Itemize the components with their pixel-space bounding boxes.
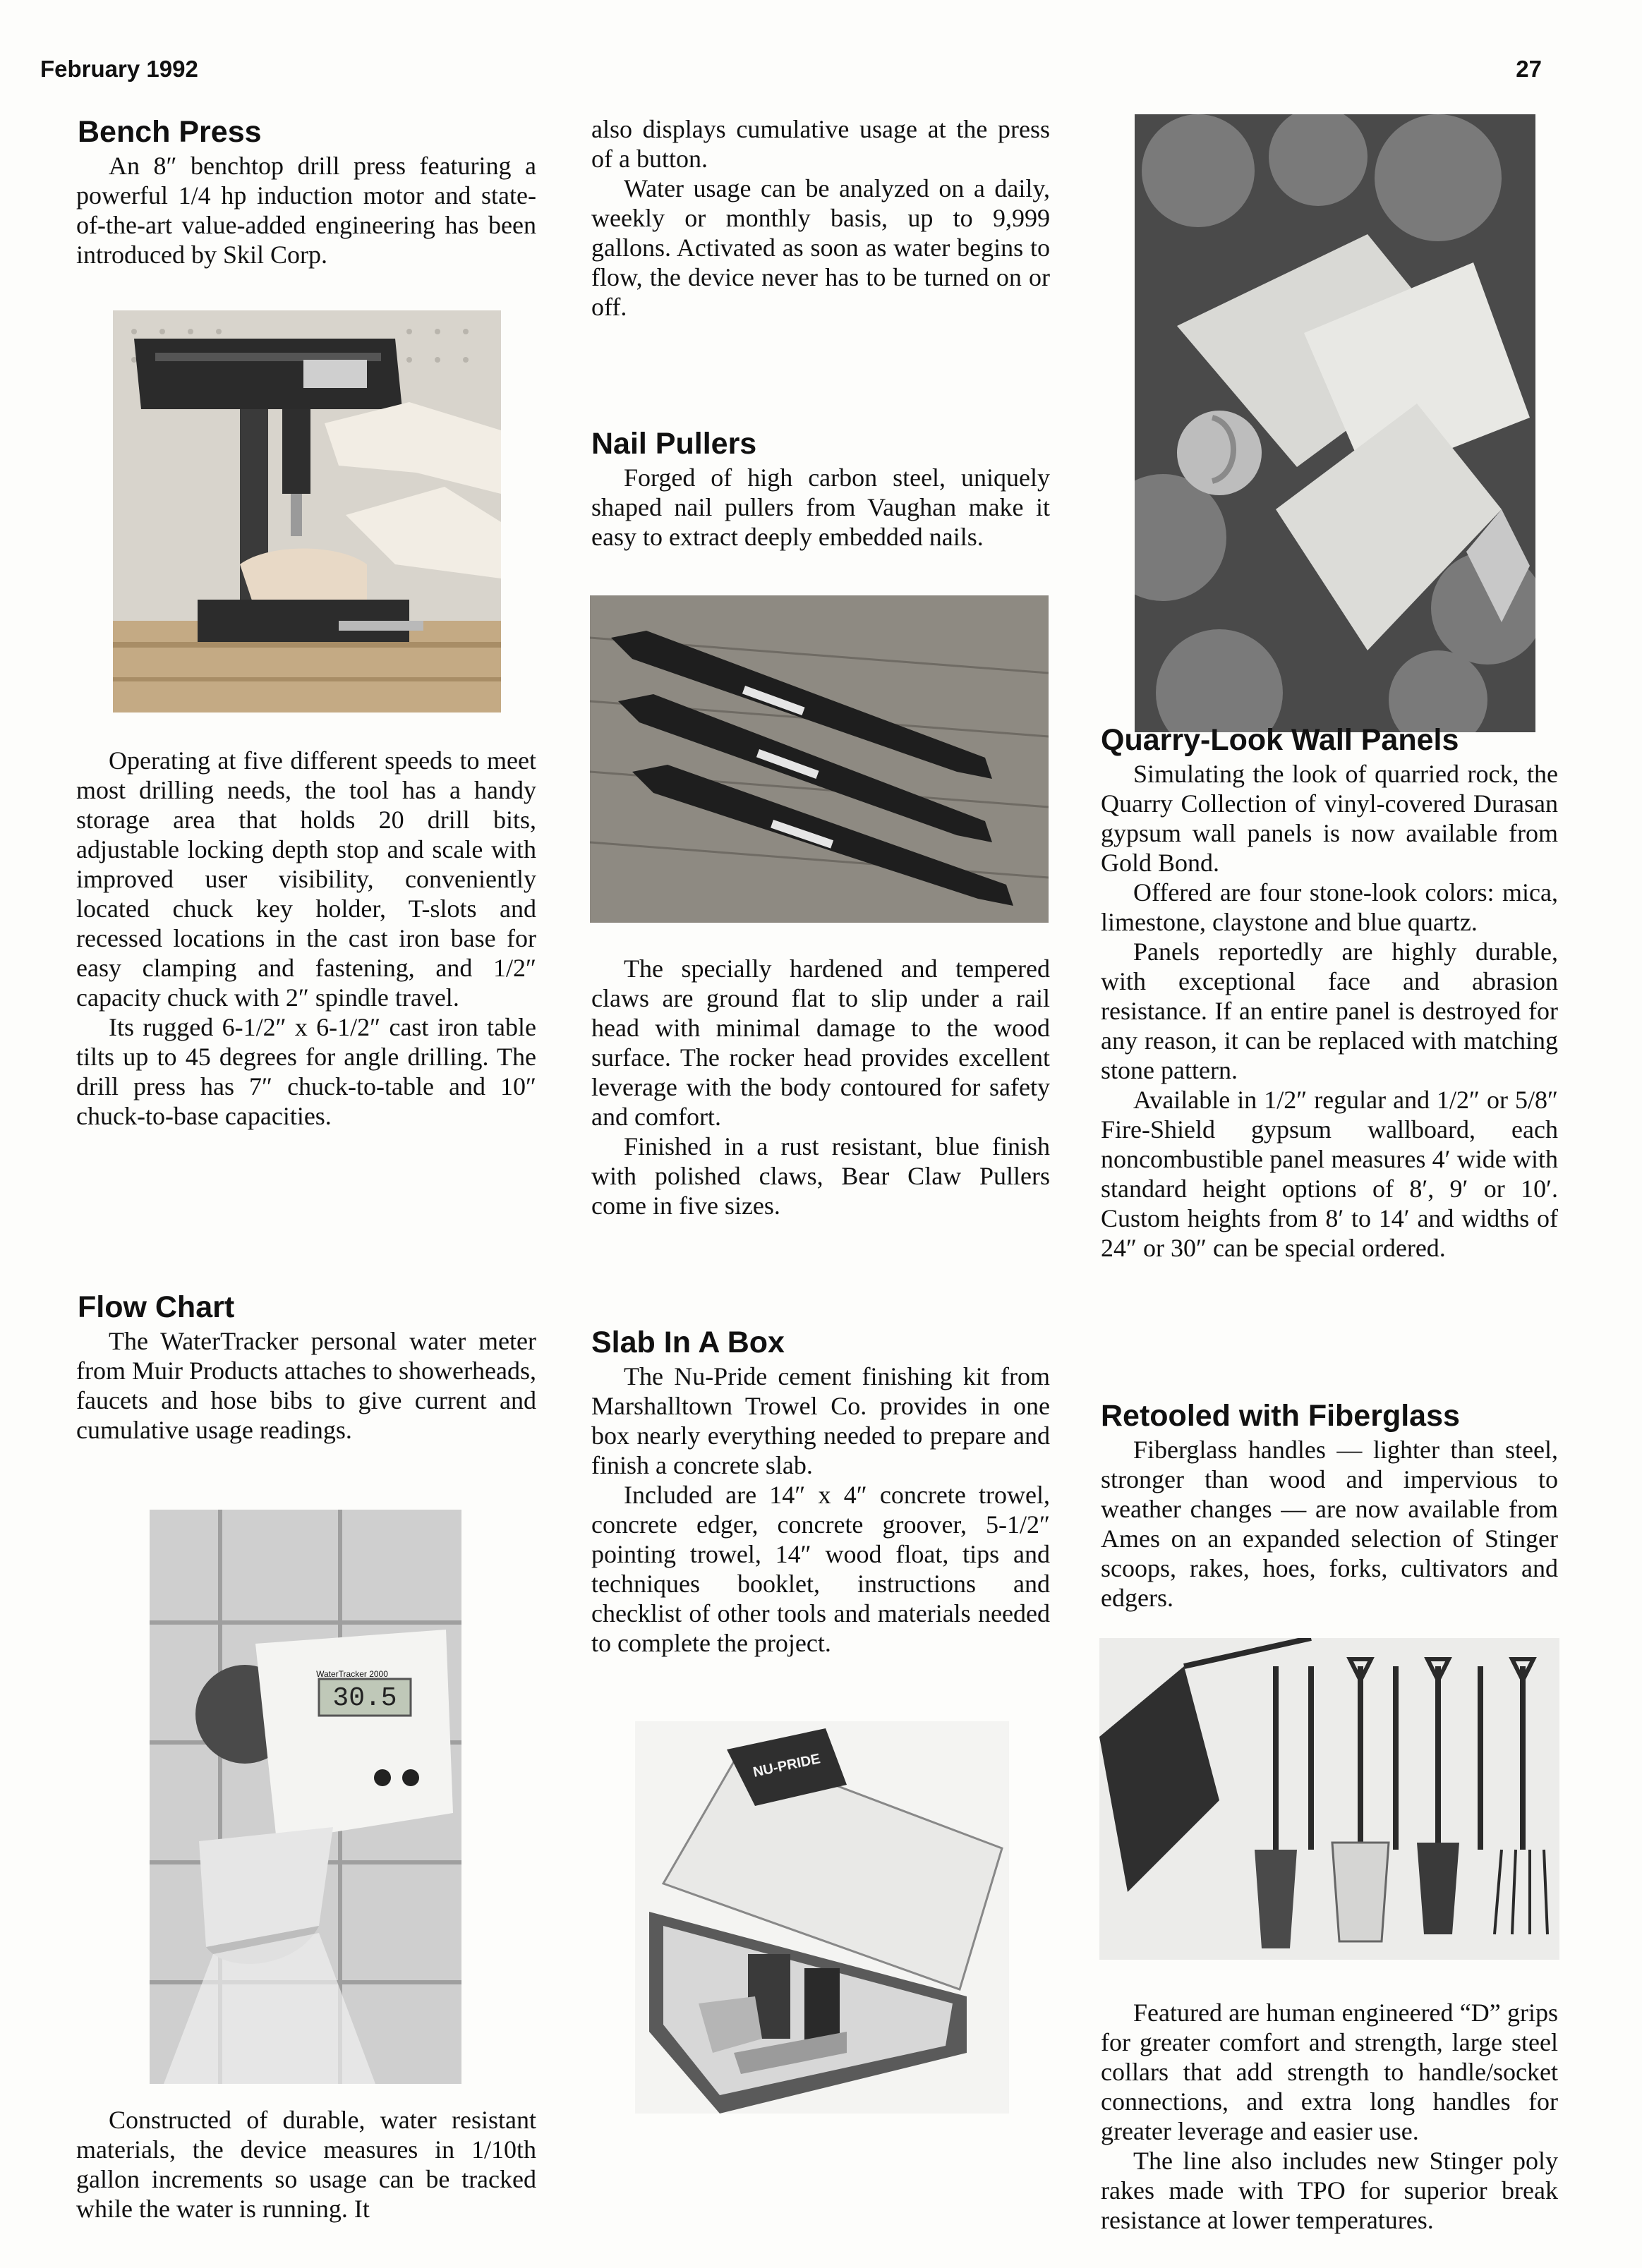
bench-press-details bbox=[76, 746, 536, 1131]
page-number: 27 bbox=[1516, 56, 1542, 82]
slab-in-a-box-heading: Slab In A Box bbox=[591, 1326, 785, 1359]
cement-kit-photo bbox=[635, 1721, 1009, 2114]
issue-date: February 1992 bbox=[40, 56, 198, 82]
bench-press-heading: Bench Press bbox=[78, 115, 262, 149]
quarry-look-para-1: Simulating the look of quarried rock, the Quarry Collection of vinyl-covered Durasan gypsum wall panels is now available from Gold Bond. bbox=[1101, 760, 1558, 877]
nail-pullers-photo bbox=[590, 595, 1049, 923]
bench-press-para-1: An 8″ benchtop drill press featuring a powerful 1/4 hp induction motor and state-of-the-art value-added engineering has been introduced by Skil Corp. bbox=[76, 152, 536, 269]
flow-chart-cont-para-1: also displays cumulative usage at the press of a button. bbox=[591, 115, 1050, 173]
nail-pullers-para-3: Finished in a rust resistant, blue finish with polished claws, Bear Claw Pullers come in five sizes. bbox=[591, 1132, 1050, 1220]
quarry-look-para-4: Available in 1/2″ regular and 1/2″ or 5/8″ Fire-Shield gypsum wallboard, each noncombustible panel measures 4′ wide with standard height options of 8′, 9′ or 10′. Custom heights from 8′ to 14′ and widths of 24″ or 30″ can be special ordered. bbox=[1101, 1086, 1558, 1262]
slab-in-a-box-para-2: Included are 14″ x 4″ concrete trowel, concrete edger, concrete groover, 5-1/2″ pointing trowel, 14″ wood float, tips and techniques booklet, instructions and checklist of other tools and materials needed to complete the project. bbox=[591, 1481, 1050, 1657]
nail-pullers-heading: Nail Pullers bbox=[591, 427, 757, 461]
meter-brand-label: WaterTracker 2000 bbox=[316, 1669, 388, 1679]
kit-brand-label: NU-PRIDE bbox=[751, 1751, 822, 1781]
flow-chart-intro bbox=[76, 1326, 536, 1445]
flow-chart-cont-para-2: Water usage can be analyzed on a daily, weekly or monthly basis, up to 9,999 gallons. Activated as soon as water begins to flow, the device never has to be turned on or off. bbox=[591, 174, 1050, 321]
flow-chart-para-2: Constructed of durable, water resistant materials, the device measures in 1/10th gallon increments so usage can be tracked while the water is running. It bbox=[76, 2106, 536, 2223]
slab-in-a-box-text bbox=[591, 1362, 1050, 1658]
fiberglass-heading: Retooled with Fiberglass bbox=[1101, 1399, 1460, 1433]
slab-in-a-box-para-1: The Nu-Pride cement finishing kit from Marshalltown Trowel Co. provides in one box nearly everything needed to prepare and finish a concrete slab. bbox=[591, 1362, 1050, 1479]
nail-pullers-intro bbox=[591, 463, 1050, 552]
quarry-look-text bbox=[1101, 759, 1558, 1263]
quarry-look-para-3: Panels reportedly are highly durable, with exceptional face and abrasion resistance. If an entire panel is destroyed for any reason, it can be replaced with matching stone pattern. bbox=[1101, 938, 1558, 1084]
flow-chart-continued bbox=[591, 114, 1050, 322]
bench-press-para-2: Operating at five different speeds to meet most drilling needs, the tool has a handy storage area that holds 20 drill bits, adjustable locking depth stop and scale with improved user visibility, conveniently located chuck key holder, T-slots and recessed locations in the cast iron base for easy clamping and fastening, and 1/2″ capacity chuck with 2″ spindle travel. bbox=[76, 746, 536, 1012]
nail-pullers-para-1: Forged of high carbon steel, uniquely shaped nail pullers from Vaughan make it easy to extract deeply embedded nails. bbox=[591, 463, 1050, 551]
fiberglass-para-2: Featured are human engineered “D” grips for greater comfort and strength, large steel collars that add strength to handle/socket connections, and extra long handles for greater leverage and easier use. bbox=[1101, 1999, 1558, 2145]
quarry-look-para-2: Offered are four stone-look colors: mica, limestone, claystone and blue quartz. bbox=[1101, 878, 1558, 936]
quarry-look-heading: Quarry-Look Wall Panels bbox=[1101, 723, 1459, 757]
bench-press-intro bbox=[76, 151, 536, 269]
meter-reading: 30.5 bbox=[332, 1683, 397, 1714]
bench-press-para-3: Its rugged 6-1/2″ x 6-1/2″ cast iron table tilts up to 45 degrees for angle drilling. The drill press has 7″ chuck-to-table and 10″ chuck-to-base capacities. bbox=[76, 1013, 536, 1130]
flow-chart-construction bbox=[76, 2105, 536, 2224]
fiberglass-intro bbox=[1101, 1435, 1558, 1613]
water-meter-photo bbox=[150, 1510, 461, 2084]
flow-chart-para-1: The WaterTracker personal water meter from Muir Products attaches to showerheads, faucets and hose bibs to give current and cumulative usage readings. bbox=[76, 1327, 536, 1444]
fiberglass-details bbox=[1101, 1998, 1558, 2235]
fiberglass-para-3: The line also includes new Stinger poly rakes made with TPO for superior break resistance at lower temperatures. bbox=[1101, 2147, 1558, 2234]
garden-tools-photo bbox=[1099, 1638, 1559, 1960]
wall-panels-photo bbox=[1135, 114, 1535, 732]
drill-press-photo bbox=[113, 310, 501, 712]
flow-chart-heading: Flow Chart bbox=[78, 1290, 235, 1324]
fiberglass-para-1: Fiberglass handles — lighter than steel, stronger than wood and impervious to weather changes — are now available from Ames on an expanded selection of Stinger scoops, rakes, hoes, forks, cultivators and edgers. bbox=[1101, 1436, 1558, 1612]
nail-pullers-details bbox=[591, 954, 1050, 1220]
nail-pullers-para-2: The specially hardened and tempered claws are ground flat to slip under a rail head with minimal damage to the wood surface. The rocker head provides excellent leverage with the body contoured for safety and comfort. bbox=[591, 954, 1050, 1131]
